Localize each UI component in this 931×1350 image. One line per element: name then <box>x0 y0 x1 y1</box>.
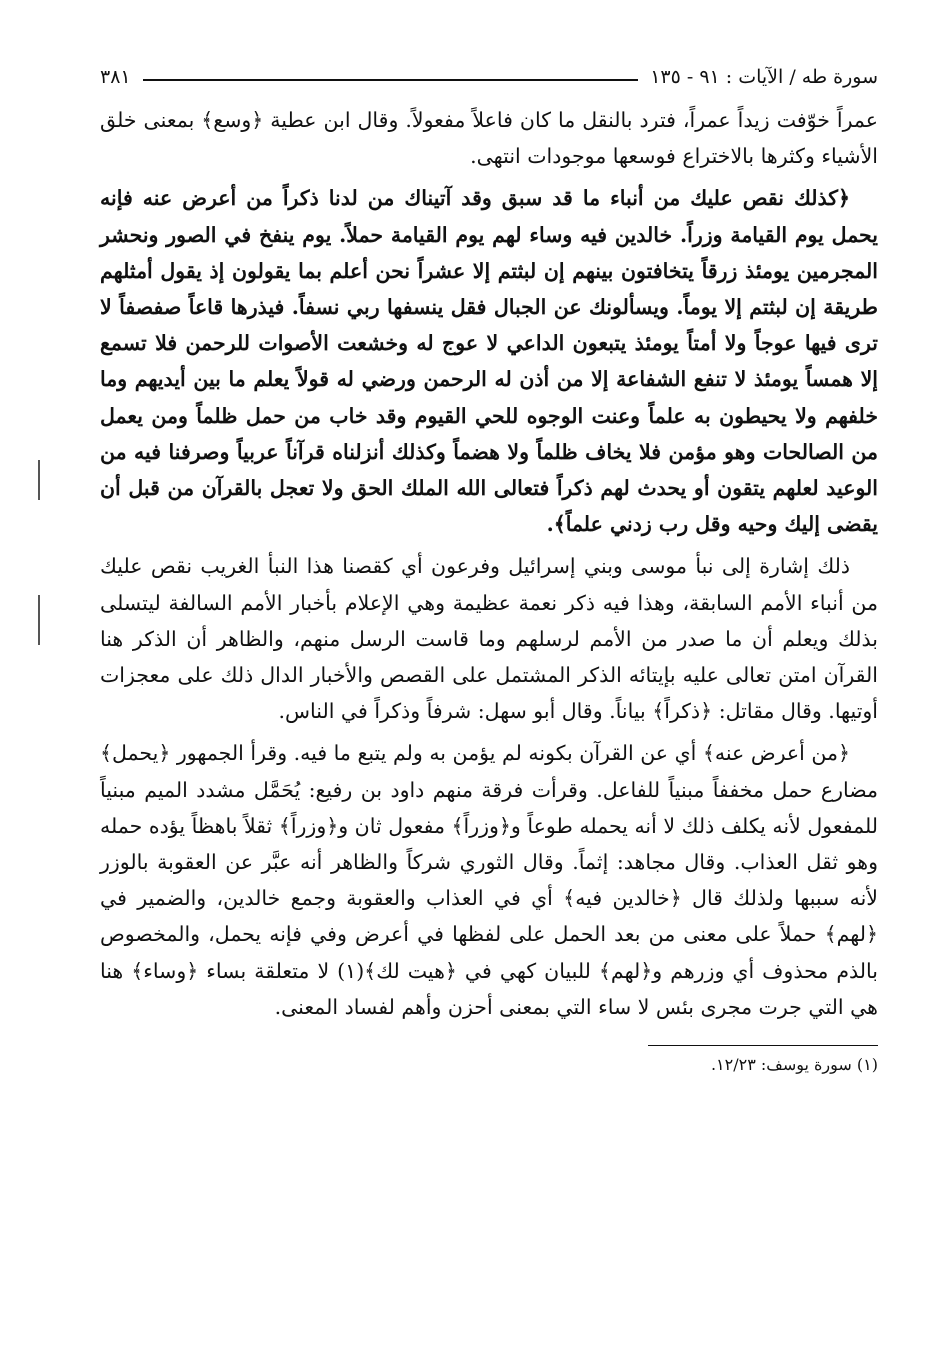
footnote: (١) سورة يوسف: ١٢/٢٣. <box>710 1055 878 1075</box>
page-header <box>100 62 878 92</box>
quran-verses-paragraph: ﴿كذلك نقص عليك من أنباء ما قد سبق وقد آتيناك من لدنا ذكراً من أعرض عنه فإنه يحمل يوم القيامة وزراً. خالدين فيه وساء لهم يوم القيامة حملاً. يوم ينفخ في الصور ونحشر المجرمين يومئذ زرقاً يتخافتون بينهم إن لبثتم إلا عشراً نحن أعلم بما يقولون إذ يقول أمثلهم طريقة إن لبثتم إلا يوماً. ويسألونك عن الجبال فقل ينسفها ربي نسفاً. فيذرها قاعاً صفصفاً لا ترى فيها عوجاً ولا أمتاً يومئذ يتبعون الداعي لا عوج له وخشعت الأصوات للرحمن فلا تسمع إلا همساً يومئذ لا تنفع الشفاعة إلا من أذن له الرحمن ورضي له قولاً يعلم ما بين أيديهم وما خلفهم ولا يحيطون به علماً وعنت الوجوه للحي القيوم وقد خاب من حمل ظلماً ومن يعمل من الصالحات وهو مؤمن فلا يخاف ظلماً ولا هضماً وكذلك أنزلناه قرآناً عربياً وصرفنا فيه من الوعيد لعلهم يتقون أو يحدث لهم ذكراً فتعالى الله الملك الحق ولا تعجل بالقرآن من قبل أن يقضى إليك وحيه وقل رب زدني علماً﴾. <box>100 186 878 537</box>
page-number: ٣٨١ <box>100 66 131 88</box>
margin-mark <box>38 460 40 500</box>
page <box>100 62 878 1076</box>
margin-mark <box>38 595 40 645</box>
header-rule <box>143 79 639 81</box>
paragraph: ﴿من أعرض عنه﴾ أي عن القرآن بكونه لم يؤمن به ولم يتبع ما فيه. وقرأ الجمهور ﴿يحمل﴾ مضارع حمل مخففاً مبنياً للفاعل. وقرأت فرقة منهم داود بن رفيع: يُحَمَّل مشدد الميم مبنياً للمفعول لأنه يكلف ذلك لا أنه يحمله طوعاً و﴿وزراً﴾ مفعول ثان و﴿وزراً﴾ ثقلاً باهظاً يؤده حمله وهو ثقل العذاب. وقال مجاهد: إثماً. وقال الثوري شركاً والظاهر أنه عبَّر عن العقوبة بالوزر لأنه سببها ولذلك قال ﴿خالدين فيه﴾ أي في العذاب والعقوبة وجمع خالدين، والضمير في ﴿لهم﴾ حملاً على معنى من بعد الحمل على لفظها في أعرض وفي فإنه يحمل، والمخصوص بالذم محذوف أي وزرهم و﴿لهم﴾ للبيان كهي في ﴿هيت لك﴾(١) لا متعلقة بساء ﴿وساء﴾ هنا هي التي جرت مجرى بئس لا ساء التي بمعنى أحزن وأهم لفساد المعنى. <box>100 741 878 1019</box>
paragraph: ذلك إشارة إلى نبأ موسى وبني إسرائيل وفرعون أي كقصنا هذا النبأ الغريب نقص عليك من أنباء الأمم السابقة، وهذا فيه ذكر نعمة عظيمة وهي الإعلام بأخبار الأمم السالفة ليتسلى بذلك ويعلم أن ما صدر من الأمم لرسلهم وما قاست الرسل منهم، والظاهر أن الذكر هنا القرآن امتن تعالى عليه بإيتائه الذكر المشتمل على القصص والأخبار الدال ذلك على معجزات أوتيها. وقال مقاتل: ﴿ذكراً﴾ بياناً. وقال أبو سهل: شرفاً وذكراً في الناس. <box>100 554 878 724</box>
running-title: سورة طه / الآيات : ٩١ - ١٣٥ <box>650 66 878 88</box>
paragraph: عمراً خوّفت زيداً عمراً، فترد بالنقل ما كان فاعلاً مفعولاً. وقال ابن عطية ﴿وسع﴾ بمعنى خلق الأشياء وكثرها بالاختراع فوسعها موجودات انتهى. <box>100 108 878 169</box>
footnote-separator <box>648 1045 878 1046</box>
body-text <box>100 102 878 1025</box>
